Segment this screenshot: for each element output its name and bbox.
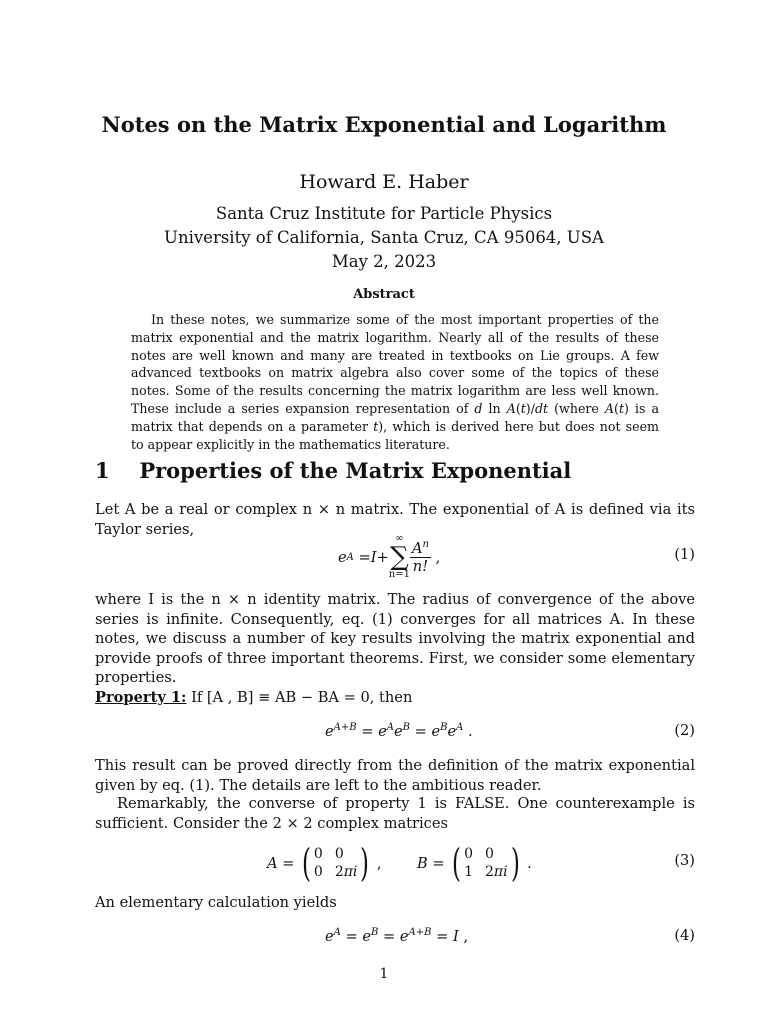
paragraph-4-text: Remarkably, the converse of property 1 is FALSE. One counterexample is sufficient. Consider the 2 × 2 complex matrices <box>95 795 695 832</box>
property-1 <box>95 688 695 708</box>
paragraph-1-text: Let A be a real or complex n × n matrix. The exponential of A is defined via its Taylor series, <box>95 501 695 538</box>
date: May 2, 2023 <box>331 252 437 271</box>
abstract-heading: Abstract <box>353 287 415 302</box>
section-title: Properties of the Matrix Exponential <box>139 458 572 483</box>
equation-2-number: (2) <box>674 722 695 739</box>
property-1-label: Property 1: <box>95 689 187 706</box>
equation-2-body: $e^{A+B} = e^Ae^B = e^Be^A$ . <box>325 722 473 740</box>
paragraph-2 <box>95 590 695 688</box>
paragraph-3-text: This result can be proved directly from the definition of the matrix exponential given by eq. (1). The details are left to the ambitious reader. <box>95 757 695 794</box>
equation-1 <box>95 534 695 580</box>
paragraph-3 <box>95 756 695 795</box>
matrix-a: A = ( 0 0 0 2πi ) , <box>267 841 382 885</box>
section-heading <box>95 458 571 483</box>
property-1-text: If [A , B] ≡ AB − BA = 0, then <box>191 689 413 706</box>
paragraph-4 <box>95 794 695 833</box>
equation-4-number: (4) <box>674 927 695 944</box>
matrix-b: B = ( 0 0 1 2πi ) . <box>417 841 532 885</box>
paragraph-5-text: An elementary calculation yields <box>95 894 337 911</box>
section-number: 1 <box>95 458 110 483</box>
summation-symbol: ∞ ∑ n=1 <box>388 533 410 580</box>
abstract-text-1: In these notes, we summarize some of the most important properties of the matrix exponential and the matrix logarithm. Nearly all of the results of these notes are well known and many are treated in textbooks on Lie groups. A few advanced textbooks on matrix algebra also cover some of the topics of these notes. Some of the results concerning the matrix logarithm are less well known. These include a series expansion representation of <box>131 312 659 416</box>
equation-1-body: e A = I + ∞ ∑ n=1 $\frac{A^n}{n!}$ , <box>338 533 441 580</box>
fraction: $\frac{A^n}{n!}$ <box>411 539 429 575</box>
equation-4-body: $e^A = e^B = e^{A+B} = I$ , <box>325 927 469 945</box>
affiliation-line-1: Santa Cruz Institute for Particle Physics <box>215 204 553 223</box>
page-number: 1 <box>379 966 389 982</box>
abstract-text-2: (where <box>554 400 599 416</box>
paragraph-2-text: where I is the n × n identity matrix. The radius of convergence of the above series is infinite. Consequently, eq. (1) converges for all matrices A. In these notes, we discuss a number of key results involving the matrix exponential and provide proofs of three important theorems. First, we consider some elementary properties. <box>95 591 695 686</box>
affiliation-line-2: University of California, Santa Cruz, CA 95064, USA <box>164 228 604 247</box>
paragraph-5 <box>95 893 695 913</box>
abstract-body: In these notes, we summarize some of the most important properties of the matrix exponential and the matrix logarithm. Nearly all of the results of these notes are well known and many are treated in textbooks on Lie groups. A few advanced textbooks on matrix algebra also cover some of the topics of these notes. Some of the results concerning the matrix logarithm are less well known. These include a series expansion representation of d ln A(t)/dt (where A(t) is a matrix that depends on a parameter t), which is derived here but does not seem to appear explicitly in the mathematics literature. <box>131 312 660 452</box>
equation-3-number: (3) <box>674 852 695 869</box>
abstract-text-3: is a matrix that depends on a parameter <box>131 400 660 434</box>
equation-1-number: (1) <box>674 546 695 563</box>
abstract-text-4: ), which is derived here but does not seem to appear explicitly in the mathematics literature. <box>131 418 659 452</box>
equation-3 <box>95 840 695 886</box>
author-name: Howard E. Haber <box>299 171 469 193</box>
paper-title: Notes on the Matrix Exponential and Logarithm <box>101 112 667 137</box>
